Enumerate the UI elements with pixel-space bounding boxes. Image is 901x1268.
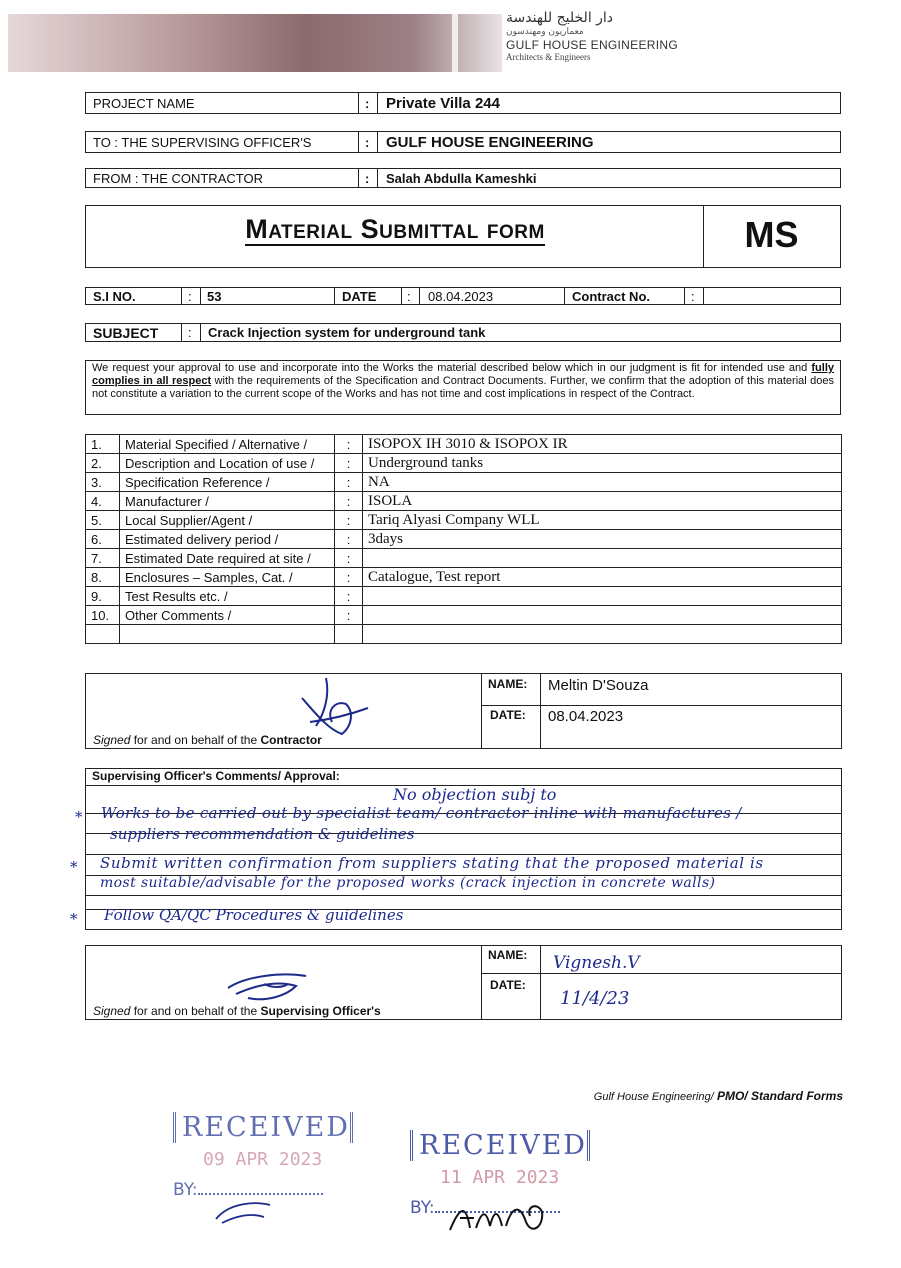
project-label: PROJECT NAME <box>93 95 195 111</box>
item-number: 7. <box>86 549 120 568</box>
table-row <box>86 511 842 530</box>
project-row: PROJECT NAME : Private Villa 244 <box>85 92 841 114</box>
item-colon: : <box>335 454 363 473</box>
to-label: TO : THE SUPERVISING OFFICER'S <box>93 134 312 150</box>
subject-row: SUBJECT : Crack Injection system for underground tank <box>85 323 841 342</box>
item-number: 6. <box>86 530 120 549</box>
stamp-1-date: 09 APR 2023 <box>203 1149 323 1170</box>
item-colon: : <box>335 435 363 454</box>
item-colon <box>335 625 363 644</box>
item-colon: : <box>335 587 363 606</box>
table-row <box>86 549 842 568</box>
item-label: Enclosures – Samples, Cat. / <box>120 568 335 587</box>
subject-label: SUBJECT <box>93 324 159 341</box>
from-value: Salah Abdulla Kameshki <box>386 170 537 186</box>
company-name: GULF HOUSE ENGINEERING <box>506 38 678 52</box>
contractor-date-label: DATE: <box>490 708 526 722</box>
item-label: Specification Reference / <box>120 473 335 492</box>
footer-standard-forms: PMO/ Standard Forms <box>713 1089 843 1103</box>
item-value <box>363 625 842 644</box>
stamp-2-signature <box>446 1196 556 1240</box>
request-text-1: We request your approval to use and incorporate into the Works the material described below which in our judgment is fit for intended use and <box>92 362 812 374</box>
item-label: Manufacturer / <box>120 492 335 511</box>
title-word-submittal: Submittal <box>360 214 479 244</box>
item-colon: : <box>335 511 363 530</box>
officer-signed-word: Signed <box>93 1004 131 1018</box>
item-label: Estimated delivery period / <box>120 530 335 549</box>
item-value <box>363 587 842 606</box>
item-number <box>86 625 120 644</box>
project-name-value: Private Villa 244 <box>386 94 500 112</box>
contractor-signed-text: for and on behalf of the <box>130 733 261 747</box>
sino-label: S.I NO. <box>93 288 136 304</box>
contractor-signed-line <box>93 733 322 747</box>
table-row <box>86 454 842 473</box>
comment-line-3: suppliers recommendation & guidelines <box>110 825 415 843</box>
item-value: Tariq Alyasi Company WLL <box>363 511 842 530</box>
item-value <box>363 549 842 568</box>
item-number: 1. <box>86 435 120 454</box>
item-number: 3. <box>86 473 120 492</box>
arabic-subtitle: معماريون ومهندسون <box>506 27 584 37</box>
officer-name-label: NAME: <box>488 948 528 962</box>
comment-line-5: most suitable/advisable for the proposed works (crack injection in concrete walls) <box>100 875 716 891</box>
item-label <box>120 625 335 644</box>
footer-text <box>594 1089 843 1103</box>
item-value: ISOPOX IH 3010 & ISOPOX IR <box>363 435 842 454</box>
officer-party: Supervising Officer's <box>260 1004 381 1018</box>
item-number: 10. <box>86 606 120 625</box>
header-photo-strip <box>8 14 502 72</box>
item-colon: : <box>335 492 363 511</box>
stamp-1-signature <box>214 1197 274 1227</box>
item-label: Estimated Date required at site / <box>120 549 335 568</box>
contractor-name-value: Meltin D'Souza <box>548 677 649 694</box>
item-value: Catalogue, Test report <box>363 568 842 587</box>
officer-signed-line <box>93 1004 381 1018</box>
sino-value: 53 <box>207 288 222 304</box>
item-value <box>363 606 842 625</box>
item-colon: : <box>335 568 363 587</box>
meta-row: S.I NO. : 53 DATE : 08.04.2023 Contract No. : <box>85 287 841 305</box>
date-value: 08.04.2023 <box>428 288 494 304</box>
table-row <box>86 625 842 644</box>
table-row <box>86 492 842 511</box>
stamp-2-word: RECEIVED <box>410 1130 590 1161</box>
form-title <box>86 214 704 245</box>
company-tagline: Architects & Engineers <box>506 52 591 62</box>
subject-value: Crack Injection system for underground tank <box>208 325 486 340</box>
contractor-name-label: NAME: <box>488 677 528 691</box>
item-colon: : <box>335 549 363 568</box>
item-number: 2. <box>86 454 120 473</box>
footer-org: Gulf House Engineering/ <box>593 1091 714 1103</box>
table-row <box>86 473 842 492</box>
stamp-1-by-label: BY: <box>173 1180 198 1200</box>
title-box <box>85 205 841 268</box>
item-value: Underground tanks <box>363 454 842 473</box>
comment-line-4: Submit written confirmation from suppliers stating that the proposed material is <box>100 854 764 872</box>
date-label: DATE <box>342 288 377 304</box>
request-paragraph <box>85 360 841 415</box>
comment-line-1: No objection subj to <box>393 785 557 804</box>
stamp-2-by-label: BY: <box>410 1198 435 1218</box>
item-label: Test Results etc. / <box>120 587 335 606</box>
table-row <box>86 568 842 587</box>
item-label: Material Specified / Alternative / <box>120 435 335 454</box>
officer-signature <box>226 966 316 1006</box>
table-row <box>86 587 842 606</box>
to-value: GULF HOUSE ENGINEERING <box>386 133 594 151</box>
item-number: 4. <box>86 492 120 511</box>
arabic-name: دار الخليج للهندسة <box>506 10 614 26</box>
officer-date-label: DATE: <box>490 978 526 992</box>
officer-signed-text: for and on behalf of the <box>130 1004 261 1018</box>
table-row <box>86 435 842 454</box>
comment-line-2: Works to be carried out by specialist team/ contractor inline with manufactures / <box>101 804 742 822</box>
contract-label: Contract No. <box>572 288 650 304</box>
item-colon: : <box>335 530 363 549</box>
officer-sign-box <box>85 945 842 1020</box>
item-number: 9. <box>86 587 120 606</box>
contractor-sign-box <box>85 673 842 749</box>
item-label: Local Supplier/Agent / <box>120 511 335 530</box>
item-label: Other Comments / <box>120 606 335 625</box>
officer-name-value: Vignesh.V <box>553 953 640 973</box>
table-row <box>86 606 842 625</box>
item-value: 3days <box>363 530 842 549</box>
company-logo <box>506 10 696 80</box>
item-colon: : <box>335 606 363 625</box>
table-row <box>86 530 842 549</box>
header-photo-divider <box>452 14 458 72</box>
stamp-2-date: 11 APR 2023 <box>440 1167 560 1188</box>
officer-date-value: 11/4/23 <box>560 988 630 1009</box>
stamp-1-word: RECEIVED <box>173 1112 353 1143</box>
item-colon: : <box>335 473 363 492</box>
title-word-form: form <box>486 214 545 244</box>
contractor-signed-word: Signed <box>93 733 131 747</box>
contractor-party: Contractor <box>260 733 322 747</box>
from-label: FROM : THE CONTRACTOR <box>93 170 263 186</box>
material-table <box>85 434 842 644</box>
from-row: FROM : THE CONTRACTOR : Salah Abdulla Kameshki <box>85 168 841 188</box>
comment-line-6: Follow QA/QC Procedures & guidelines <box>104 906 404 924</box>
title-word-material: Material <box>245 214 353 244</box>
request-text-2: with the requirements of the Specification and Contract Documents. Further, we confirm that the adoption of this material does not constitute a variation to the current scope of the Works and has not time and cost implications in respect of the Contract. <box>92 375 834 400</box>
request-text-emphasis: fully complies in all respect <box>92 362 834 387</box>
form-code: MS <box>744 214 799 255</box>
item-value: NA <box>363 473 842 492</box>
item-number: 8. <box>86 568 120 587</box>
item-label: Description and Location of use / <box>120 454 335 473</box>
to-row: TO : THE SUPERVISING OFFICER'S : GULF HOUSE ENGINEERING <box>85 131 841 153</box>
contractor-date-value: 08.04.2023 <box>548 708 624 725</box>
item-value: ISOLA <box>363 492 842 511</box>
comments-heading: Supervising Officer's Comments/ Approval: <box>92 769 340 783</box>
item-number: 5. <box>86 511 120 530</box>
